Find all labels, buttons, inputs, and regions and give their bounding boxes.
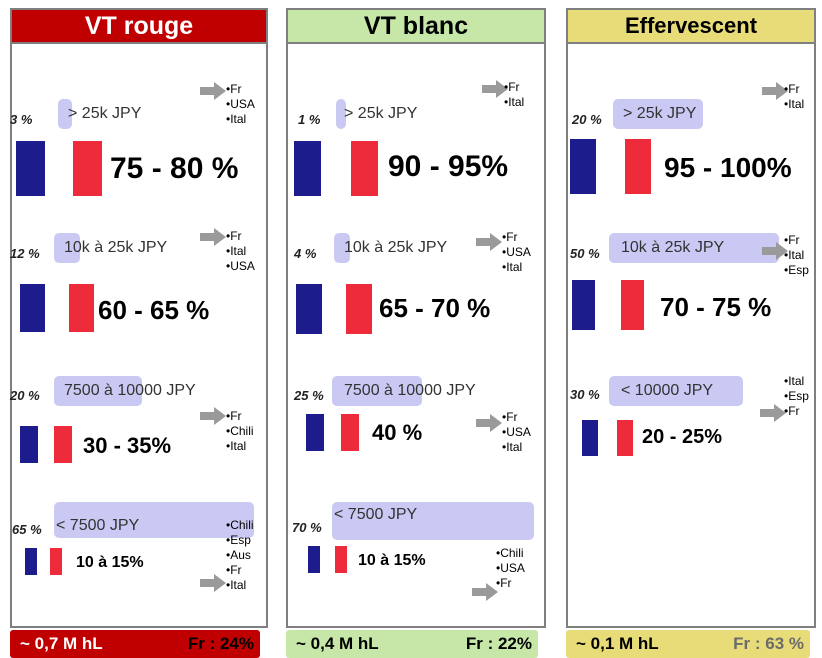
price-box <box>58 99 142 129</box>
french-flag-icon-blue <box>296 284 322 334</box>
column-title: Effervescent <box>624 13 758 38</box>
price-box <box>332 502 534 540</box>
country-item: •Fr <box>226 409 242 423</box>
footer-volume: ~ 0,7 M hL <box>20 634 103 653</box>
right-arrow-icon <box>200 407 226 425</box>
country-item: •Ital <box>226 578 247 592</box>
country-list <box>226 518 254 593</box>
country-list <box>226 409 254 454</box>
country-list <box>496 546 525 591</box>
price-box <box>334 233 448 263</box>
french-flag-icon-red <box>625 139 651 194</box>
tier-share: 12 % <box>10 246 40 261</box>
country-item: •Esp <box>784 389 809 403</box>
country-list <box>504 80 524 110</box>
tier-share: 50 % <box>570 246 600 261</box>
country-item: •Fr <box>496 576 512 590</box>
column-vt-blanc <box>286 8 554 658</box>
column-title: VT blanc <box>363 11 469 40</box>
price-label: < 7500 JPY <box>334 506 418 523</box>
french-flag-icon-red <box>73 141 102 196</box>
column-panel <box>566 44 816 628</box>
country-list <box>784 82 804 112</box>
footer-france-share: Fr : 22% <box>465 634 532 653</box>
country-item: •USA <box>226 97 255 111</box>
french-flag-icon-blue <box>16 141 45 196</box>
country-item: •Esp <box>226 533 251 547</box>
french-flag-icon-blue <box>570 139 596 194</box>
country-item: •Ital <box>502 260 523 274</box>
french-flag-icon-red <box>54 426 72 463</box>
country-item: •Ital <box>502 440 523 454</box>
french-flag-icon-red <box>69 284 94 332</box>
tier-range: 65 - 70 % <box>379 293 491 323</box>
country-item: •USA <box>496 561 525 575</box>
summary-footer <box>566 630 810 658</box>
tier-range: 30 - 35% <box>83 433 172 458</box>
column-header <box>10 8 268 44</box>
french-flag-icon-red <box>341 414 359 451</box>
country-item: •USA <box>502 245 531 259</box>
price-label: < 7500 JPY <box>56 517 140 534</box>
country-item: •Fr <box>504 80 520 94</box>
tier-range: 75 - 80 % <box>110 152 239 185</box>
french-flag-icon-blue <box>25 548 37 575</box>
french-flag-icon-red <box>50 548 62 575</box>
country-item: •Ital <box>226 112 247 126</box>
price-box <box>336 99 418 129</box>
price-box <box>54 502 254 538</box>
country-list <box>226 229 255 274</box>
french-flag-icon-red <box>335 546 347 573</box>
right-arrow-icon <box>200 228 226 246</box>
french-flag-icon-blue <box>572 280 595 330</box>
price-box <box>54 233 168 263</box>
column-vt-rouge <box>10 8 278 658</box>
country-item: •USA <box>226 259 255 273</box>
country-item: •Chili <box>226 518 254 532</box>
tier-range: 90 - 95% <box>388 150 509 183</box>
country-item: •Fr <box>226 82 242 96</box>
tier-range: 95 - 100% <box>664 152 792 183</box>
french-flag-icon-blue <box>294 141 321 196</box>
country-item: •Fr <box>784 233 800 247</box>
country-list <box>502 230 531 275</box>
french-flag-icon-blue <box>306 414 324 451</box>
price-label: 7500 à 10000 JPY <box>344 382 476 399</box>
country-list <box>784 233 809 278</box>
french-flag-icon-blue <box>308 546 320 573</box>
french-flag-icon-red <box>621 280 644 330</box>
tier-range: 70 - 75 % <box>660 292 772 322</box>
column-effervescent <box>566 8 822 658</box>
country-item: •Ital <box>784 248 805 262</box>
summary-footer <box>286 630 538 658</box>
price-label: 7500 à 10000 JPY <box>64 382 196 399</box>
price-box <box>613 99 703 129</box>
price-label: 10k à 25k JPY <box>344 239 448 256</box>
country-list <box>502 410 531 455</box>
right-arrow-icon <box>476 233 502 251</box>
country-list <box>226 82 255 127</box>
footer-volume: ~ 0,1 M hL <box>576 634 659 653</box>
footer-france-share: Fr : 24% <box>187 634 254 653</box>
summary-footer <box>10 630 260 658</box>
price-label: 10k à 25k JPY <box>64 239 168 256</box>
price-box <box>332 376 476 406</box>
french-flag-icon-red <box>617 420 633 456</box>
price-box <box>609 233 779 263</box>
tier-share: 20 % <box>10 388 40 403</box>
tier-range: 40 % <box>372 420 423 445</box>
french-flag-icon-red <box>351 141 378 196</box>
tier-range: 60 - 65 % <box>98 295 210 325</box>
country-item: •USA <box>502 425 531 439</box>
right-arrow-icon <box>476 414 502 432</box>
tier-range: 10 à 15% <box>76 554 144 571</box>
column-header <box>286 8 546 44</box>
country-item: •Fr <box>784 404 800 418</box>
country-item: •Fr <box>226 229 242 243</box>
french-flag-icon-blue <box>582 420 598 456</box>
country-item: •Aus <box>226 548 251 562</box>
tier-share: 4 % <box>294 246 317 261</box>
country-item: •Fr <box>502 410 518 424</box>
tier-share: 70 % <box>292 520 322 535</box>
country-item: •Chili <box>226 424 254 438</box>
tier-share: 30 % <box>570 387 600 402</box>
price-box <box>54 376 196 406</box>
footer-volume: ~ 0,4 M hL <box>296 634 379 653</box>
price-label: > 25k JPY <box>68 105 142 122</box>
tier-range: 10 à 15% <box>358 552 426 569</box>
country-item: •Chili <box>496 546 524 560</box>
country-item: •Ital <box>226 244 247 258</box>
tier-share: 1 % <box>298 112 321 127</box>
tier-range: 20 - 25% <box>642 426 723 448</box>
french-flag-icon-blue <box>20 284 45 332</box>
country-item: •Ital <box>784 97 805 111</box>
right-arrow-icon <box>200 82 226 100</box>
right-arrow-icon <box>472 583 498 601</box>
country-item: •Ital <box>504 95 525 109</box>
country-item: •Ital <box>226 439 247 453</box>
country-item: •Fr <box>784 82 800 96</box>
price-label: > 25k JPY <box>623 105 697 122</box>
right-arrow-icon <box>760 404 786 422</box>
country-item: •Ital <box>784 374 805 388</box>
tier-share: 65 % <box>12 522 42 537</box>
footer-france-share: Fr : 63 % <box>733 634 804 653</box>
price-box <box>609 376 743 406</box>
country-item: •Fr <box>502 230 518 244</box>
country-item: •Esp <box>784 263 809 277</box>
right-arrow-icon <box>200 574 226 592</box>
price-label: 10k à 25k JPY <box>621 239 725 256</box>
tier-share: 25 % <box>294 388 324 403</box>
country-item: •Fr <box>226 563 242 577</box>
french-flag-icon-blue <box>20 426 38 463</box>
french-flag-icon-red <box>346 284 372 334</box>
tier-share: 20 % <box>572 112 602 127</box>
tier-share: 3 % <box>10 112 33 127</box>
column-title: VT rouge <box>84 11 194 40</box>
country-list <box>784 374 809 419</box>
price-label: < 10000 JPY <box>621 382 714 399</box>
price-label: > 25k JPY <box>344 105 418 122</box>
column-panel <box>286 44 546 628</box>
column-header <box>566 8 816 44</box>
